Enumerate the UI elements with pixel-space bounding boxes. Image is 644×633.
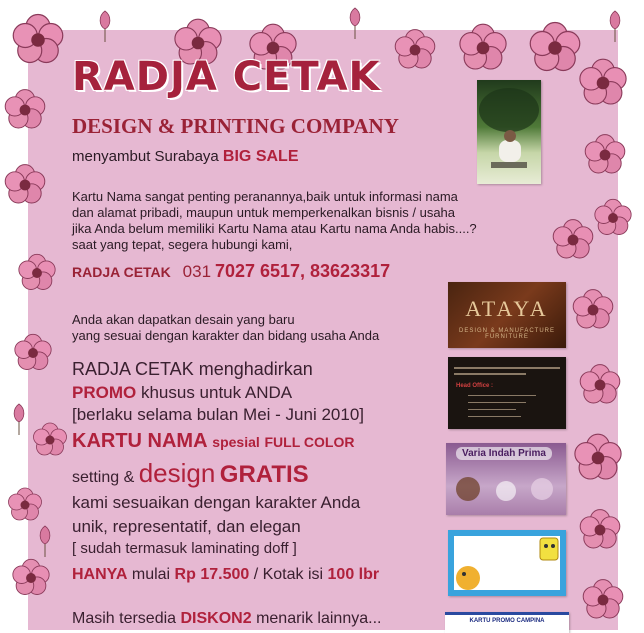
offer-paragraph: [72, 312, 442, 344]
pink-flower-icon: [8, 555, 54, 601]
promo-line: [72, 383, 292, 403]
promo-rest: khusus untuk ANDA: [136, 383, 293, 402]
card-text-line: [468, 402, 526, 403]
promo-detail: unik, representatif, dan elegan: [72, 517, 301, 536]
pink-flower-icon: [30, 420, 70, 460]
sample-card-cartoon: [448, 530, 566, 596]
pink-flower-icon: [5, 485, 45, 525]
more-suffix: menarik lainnya...: [251, 610, 382, 627]
intro-line: Kartu Nama sangat penting peranannya,baik untuk informasi nama: [72, 189, 458, 204]
card-text-line: [468, 416, 521, 417]
area-code: 031: [182, 262, 212, 281]
mulai-label: mulai: [127, 566, 175, 583]
promo-detail: kami sesuaikan dengan karakter Anda: [72, 493, 361, 512]
pink-flower-icon: [578, 575, 628, 625]
intro-line: dan alamat pribadi, maupun untuk memperkenalkan bisnis / usaha: [72, 205, 456, 220]
sample-card-ataya: [448, 282, 566, 348]
card-text-line: [468, 395, 536, 396]
design-label: design: [138, 458, 216, 488]
spesial-label: spesial: [212, 434, 260, 450]
kotak-label: / Kotak isi: [249, 566, 328, 583]
greeting-text: menyambut Surabaya: [72, 148, 219, 165]
sample-card-varia: [446, 443, 566, 515]
pink-flower-icon: [0, 85, 50, 135]
more-prefix: Masih tersedia: [72, 610, 181, 627]
campina-caption: KARTU PROMO CAMPINA: [469, 618, 545, 624]
pink-flower-icon: [575, 360, 625, 410]
pink-flower-icon: [340, 2, 370, 42]
ataya-logo: ATAYA: [465, 296, 549, 321]
pink-flower-icon: [90, 5, 120, 45]
intro-line: jika Anda belum memiliki Kartu Nama atau Kartu nama Anda habis....?: [72, 221, 477, 236]
pink-flower-icon: [570, 430, 626, 486]
card-text-line: [454, 367, 560, 369]
quantity-value: 100 lbr: [327, 566, 380, 583]
intro-line: saat yang tepat, segera hubungi kami,: [72, 237, 293, 252]
kartu-nama-label: KARTU NAMA: [72, 430, 208, 452]
card-text-line: [468, 409, 516, 410]
promo-intro: RADJA CETAK menghadirkan: [72, 359, 313, 379]
setting-label: setting &: [72, 469, 139, 486]
varia-brand: Varia Indah Prima: [456, 447, 552, 460]
pink-flower-icon: [455, 20, 511, 76]
card-text-line: [454, 373, 526, 375]
offer-line: Anda akan dapatkan desain yang baru: [72, 312, 295, 327]
pink-flower-icon: [390, 25, 440, 75]
promo-more: [72, 610, 381, 628]
pink-flower-icon: [568, 285, 618, 335]
promo-free: [72, 458, 309, 489]
contact-name: RADJA CETAK: [72, 264, 171, 280]
pink-flower-icon: [10, 330, 56, 376]
pink-flower-icon: [14, 250, 60, 296]
pink-flower-icon: [575, 505, 625, 555]
diskon-label: DISKON2: [180, 610, 252, 627]
phone-numbers: 7027 6517, 83623317: [214, 261, 391, 281]
sample-photo: [477, 80, 541, 184]
promo-period: [berlaku selama bulan Mei - Juni 2010]: [72, 405, 364, 424]
head-office-label: Head Office :: [456, 383, 494, 389]
contact-line: [72, 261, 390, 282]
sample-card-dark: [448, 357, 566, 429]
price-value: Rp 17.500: [174, 566, 250, 583]
intro-paragraph: [72, 189, 542, 253]
greeting-line: [72, 148, 298, 166]
hanya-label: HANYA: [72, 566, 128, 583]
promo-price: [72, 566, 379, 584]
pink-flower-icon: [580, 130, 630, 180]
promo-detail: [ sudah termasuk laminating doff ]: [72, 540, 297, 557]
big-sale-label: BIG SALE: [222, 148, 299, 165]
pink-flower-icon: [0, 160, 50, 210]
gratis-label: GRATIS: [219, 461, 309, 488]
pink-flower-icon: [600, 5, 630, 45]
ataya-tagline: DESIGN & MANUFACTURE FURNITURE: [458, 328, 555, 340]
pink-flower-icon: [575, 55, 631, 111]
promo-word: PROMO: [72, 383, 137, 402]
offer-line: yang sesuai dengan karakter dan bidang usaha Anda: [72, 328, 380, 343]
brand-title: RADJA CETAK: [72, 54, 381, 100]
full-color-label: FULL COLOR: [264, 434, 355, 450]
pink-flower-icon: [590, 195, 636, 241]
pink-flower-icon: [8, 10, 68, 70]
pink-flower-icon: [4, 398, 34, 438]
promo-product: [72, 430, 354, 453]
brand-subtitle: DESIGN & PRINTING COMPANY: [72, 114, 399, 138]
pink-flower-icon: [30, 520, 60, 560]
